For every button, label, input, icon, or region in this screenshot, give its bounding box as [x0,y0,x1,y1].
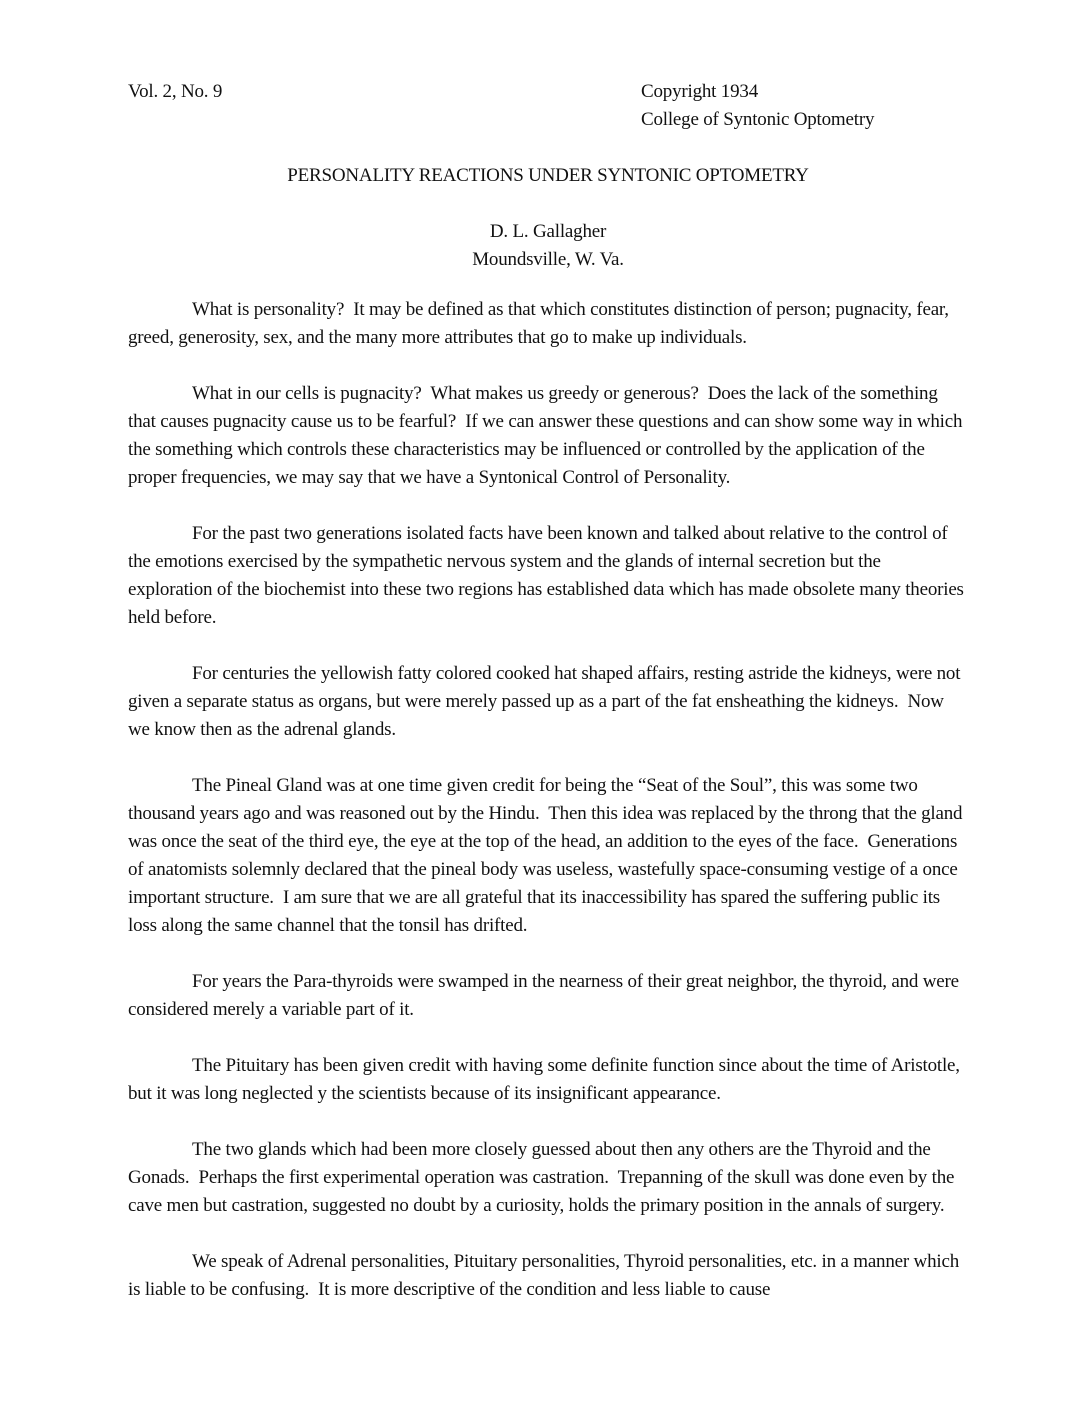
paragraph: The two glands which had been more closely guessed about then any others are the Thyroid and the Gonads. Perhaps the first experimental operation was castration. Trepanning of the skull was done even by the cave men but castration, suggested no doubt by a curiosity, holds the primary position in the annals of surgery. [128,1139,959,1216]
publisher-line: College of Syntonic Optometry [641,109,875,130]
paragraph: For the past two generations isolated facts have been known and talked about relative to the control of the emotions exercised by the sympathetic nervous system and the glands of internal secretion but the exploration of the biochemist into these two regions has established data which has made obsolete many theories held before. [128,523,969,628]
paragraph: What is personality? It may be defined as that which constitutes distinction of person; pugnacity, fear, greed, generosity, sex, and the many more attributes that go to make up individuals. [128,299,954,348]
author-location: Moundsville, W. Va. [472,249,624,270]
document-title: PERSONALITY REACTIONS UNDER SYNTONIC OPTOMETRY [287,165,809,186]
author-block [128,218,968,274]
author-name: D. L. Gallagher [489,221,607,242]
volume-issue-label: Vol. 2, No. 9 [128,81,223,102]
copyright-line: Copyright 1934 [641,81,759,102]
paragraph: For centuries the yellowish fatty colored cooked hat shaped affairs, resting astride the kidneys, were not given a separate status as organs, but were merely passed up as a part of the fat ensheathing the kidneys. Now we know then as the adrenal glands. [128,663,965,740]
paragraph: What in our cells is pugnacity? What makes us greedy or generous? Does the lack of the something that causes pugnacity cause us to be fearful? If we can answer these questions and can show some way in which the something which controls these characteristics may be influenced or controlled by the application of the proper frequencies, we may say that we have a Syntonical Control of Personality. [128,383,967,488]
paragraph: The Pituitary has been given credit with having some definite function since about the time of Aristotle, but it was long neglected y the scientists because of its insignificant appearance. [128,1055,965,1104]
paragraph: We speak of Adrenal personalities, Pituitary personalities, Thyroid personalities, etc. in a manner which is liable to be confusing. It is more descriptive of the condition and less liable to cause [128,1251,964,1300]
paragraph: The Pineal Gland was at one time given credit for being the “Seat of the Soul”, this was some two thousand years ago and was reasoned out by the Hindu. Then this idea was replaced by the throng that the gland was once the seat of the third eye, the eye at the top of the head, an addition to the eyes of the face. Generations of anatomists solemnly declared that the pineal body was useless, wastefully space-consuming vestige of a once important structure. I am sure that we are all grateful that its inaccessibility has spared the suffering public its loss along the same channel that the tonsil has drifted. [128,775,967,936]
paragraph: For years the Para-thyroids were swamped in the nearness of their great neighbor, the thyroid, and were considered merely a variable part of it. [128,971,964,1020]
document-header [128,78,968,134]
copyright-block [641,78,874,134]
